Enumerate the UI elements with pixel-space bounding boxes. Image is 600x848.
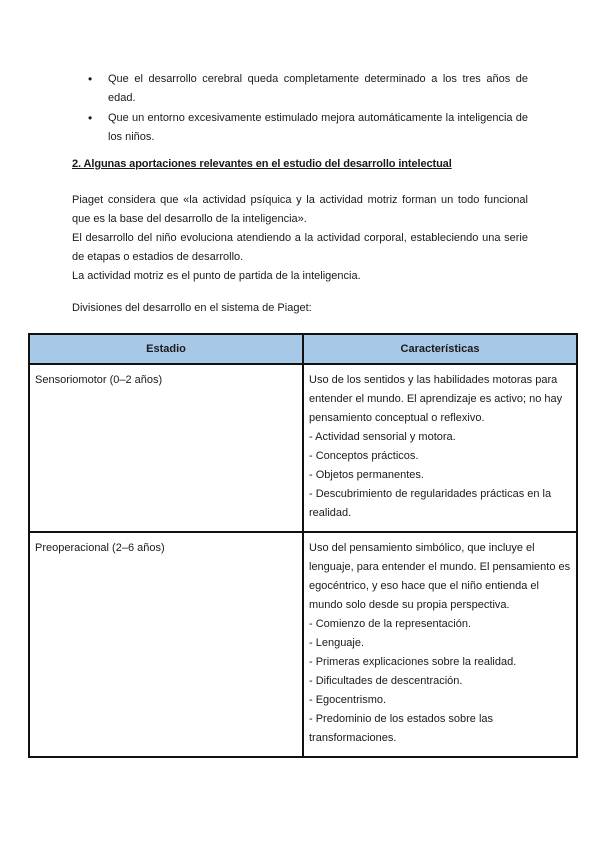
- stage-item: - Objetos permanentes.: [309, 469, 424, 481]
- characteristics-cell: [303, 532, 577, 757]
- paragraph: El desarrollo del niño evoluciona atendiendo a la actividad corporal, estableciendo una serie de etapas o estadios de desarrollo.: [72, 232, 528, 263]
- characteristics-cell: [303, 364, 577, 532]
- stage-cell: Preoperacional (2–6 años): [29, 532, 303, 757]
- table-row: [29, 532, 577, 757]
- stage-item: - Actividad sensorial y motora.: [309, 431, 456, 443]
- paragraph: Piaget considera que «la actividad psíquica y la actividad motriz forman un todo funcional que es la base del desarrollo de la inteligencia».: [72, 194, 528, 225]
- bullet-item: • Que un entorno excesivamente estimulado mejora automáticamente la inteligencia de los niños.: [88, 109, 528, 147]
- table-row: [29, 364, 577, 532]
- stage-item: - Dificultades de descentración.: [309, 675, 463, 687]
- bullet-list: [88, 70, 528, 148]
- stage-item: - Descubrimiento de regularidades prácticas en la realidad.: [309, 488, 552, 519]
- table-header-row: [29, 334, 577, 364]
- stage-item: - Predominio de los estados sobre las transformaciones.: [309, 713, 494, 744]
- stage-cell: Sensoriomotor (0–2 años): [29, 364, 303, 532]
- section-heading: 2. Algunas aportaciones relevantes en el estudio del desarrollo intelectual: [72, 158, 452, 170]
- header-characteristics: Características: [303, 334, 577, 364]
- stage-description: Uso del pensamiento simbólico, que incluye el lenguaje, para entender el mundo. El pensamiento es egocéntrico, y eso hace que el niño entienda el mundo solo desde su propia perspectiva.: [309, 542, 571, 611]
- piaget-stages-table: [28, 333, 578, 758]
- paragraph: Divisiones del desarrollo en el sistema de Piaget:: [72, 302, 312, 314]
- paragraph: La actividad motriz es el punto de partida de la inteligencia.: [72, 270, 361, 282]
- header-stage: Estadio: [29, 334, 303, 364]
- stage-item: - Lenguaje.: [309, 637, 365, 649]
- stage-item: - Primeras explicaciones sobre la realidad.: [309, 656, 517, 668]
- stage-item: - Conceptos prácticos.: [309, 450, 419, 462]
- bullet-item: • Que el desarrollo cerebral queda completamente determinado a los tres años de edad.: [88, 70, 528, 108]
- stage-item: - Comienzo de la representación.: [309, 618, 472, 630]
- stage-description: Uso de los sentidos y las habilidades motoras para entender el mundo. El aprendizaje es activo; no hay pensamiento conceptual o reflexivo.: [309, 374, 563, 424]
- stage-item: - Egocentrismo.: [309, 694, 387, 706]
